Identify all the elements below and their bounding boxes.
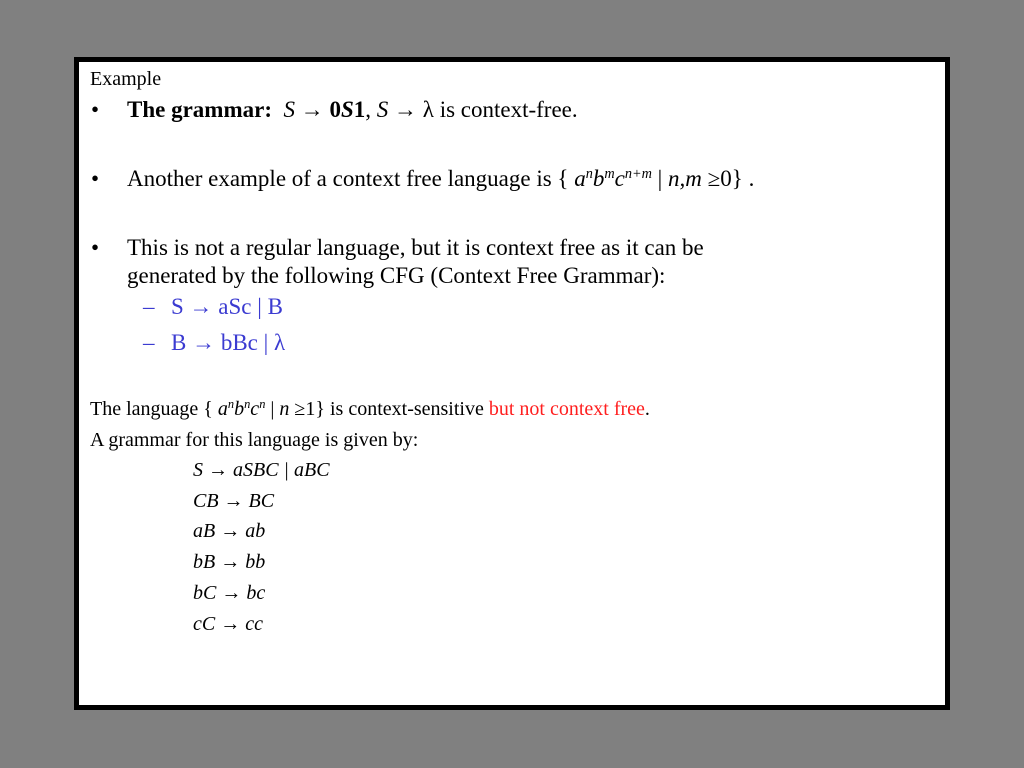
language-paragraph (90, 399, 650, 419)
lang-b-exp: n (244, 397, 251, 412)
grammar-lead: The grammar: (127, 97, 272, 122)
lang-var: n (279, 398, 290, 420)
grammar-tail: is context-free. (439, 97, 578, 122)
rule-text: aB → ab (193, 520, 266, 542)
set-a-exp: n (585, 166, 593, 183)
set-vars: n,m (668, 166, 702, 191)
slide-content (79, 62, 945, 705)
slide (74, 57, 950, 710)
rule2-lhs: S (376, 97, 389, 122)
production-rule (193, 460, 330, 480)
lang-b: b (234, 398, 245, 420)
not-context-free-highlight: but not context free (488, 398, 645, 420)
language-lead: The language { (90, 398, 213, 420)
production-rule (193, 521, 265, 541)
rule1-arrow: → (300, 97, 324, 122)
set-b: b (592, 166, 605, 191)
lang-bar: | (270, 398, 275, 420)
set-zero: 0} (720, 166, 743, 191)
dash-marker: – (143, 294, 155, 319)
production-rule (193, 583, 265, 603)
lang-a: a (217, 398, 228, 420)
rule1-rhs-b: S (341, 97, 354, 122)
rule-text: CB → BC (193, 490, 275, 512)
lang-c-exp: n (259, 397, 266, 412)
rule2-arrow: → (394, 97, 418, 122)
bullet-another-example-text (127, 167, 754, 190)
not-regular-line2: generated by the following CFG (Context Free Grammar): (127, 263, 666, 288)
bullet-grammar-text (127, 98, 578, 121)
rule-text: cC → cc (193, 613, 263, 635)
production-rule (193, 552, 265, 572)
language-end: . (644, 398, 650, 420)
language-mid: is context-sensitive (330, 398, 484, 420)
set-bar: | (657, 166, 663, 191)
production-rule (193, 491, 274, 511)
production-rule (193, 614, 263, 634)
rule2-rhs: λ (422, 97, 434, 122)
bullet-marker: • (91, 97, 100, 122)
lang-a-exp: n (227, 397, 235, 412)
rule-text: bC → bc (193, 582, 266, 604)
set-b-exp: m (604, 166, 615, 183)
set-c-exp: n+m (624, 166, 652, 183)
set-c: c (614, 166, 625, 191)
rule-text: S → aSBC | aBC (193, 459, 330, 481)
rule1-rhs-a: 0 (329, 97, 341, 122)
subbullet-s-rule-text: S → aSc | B (171, 294, 283, 319)
example-text: Another example of a context free language is { (127, 166, 569, 191)
set-geq: ≥ (707, 166, 721, 191)
rule1-rhs-c: 1 (353, 97, 366, 122)
subbullet-b-rule-text: B → bBc | λ (171, 330, 286, 355)
slide-heading: Example (90, 68, 162, 90)
example-end: . (748, 166, 755, 191)
lang-c: c (250, 398, 260, 420)
lang-geq: ≥ (294, 398, 306, 420)
lang-one: 1} (305, 398, 325, 420)
rule-text: bB → bb (193, 551, 266, 573)
grammar-intro: A grammar for this language is given by: (90, 429, 419, 451)
not-regular-line1: This is not a regular language, but it is context free as it can be (127, 235, 704, 260)
rule1-lhs: S (283, 97, 295, 122)
rule-separator: , (365, 97, 372, 122)
set-a: a (574, 166, 586, 191)
dash-marker: – (143, 330, 155, 355)
bullet-marker: • (91, 235, 100, 260)
bullet-marker: • (91, 166, 100, 191)
